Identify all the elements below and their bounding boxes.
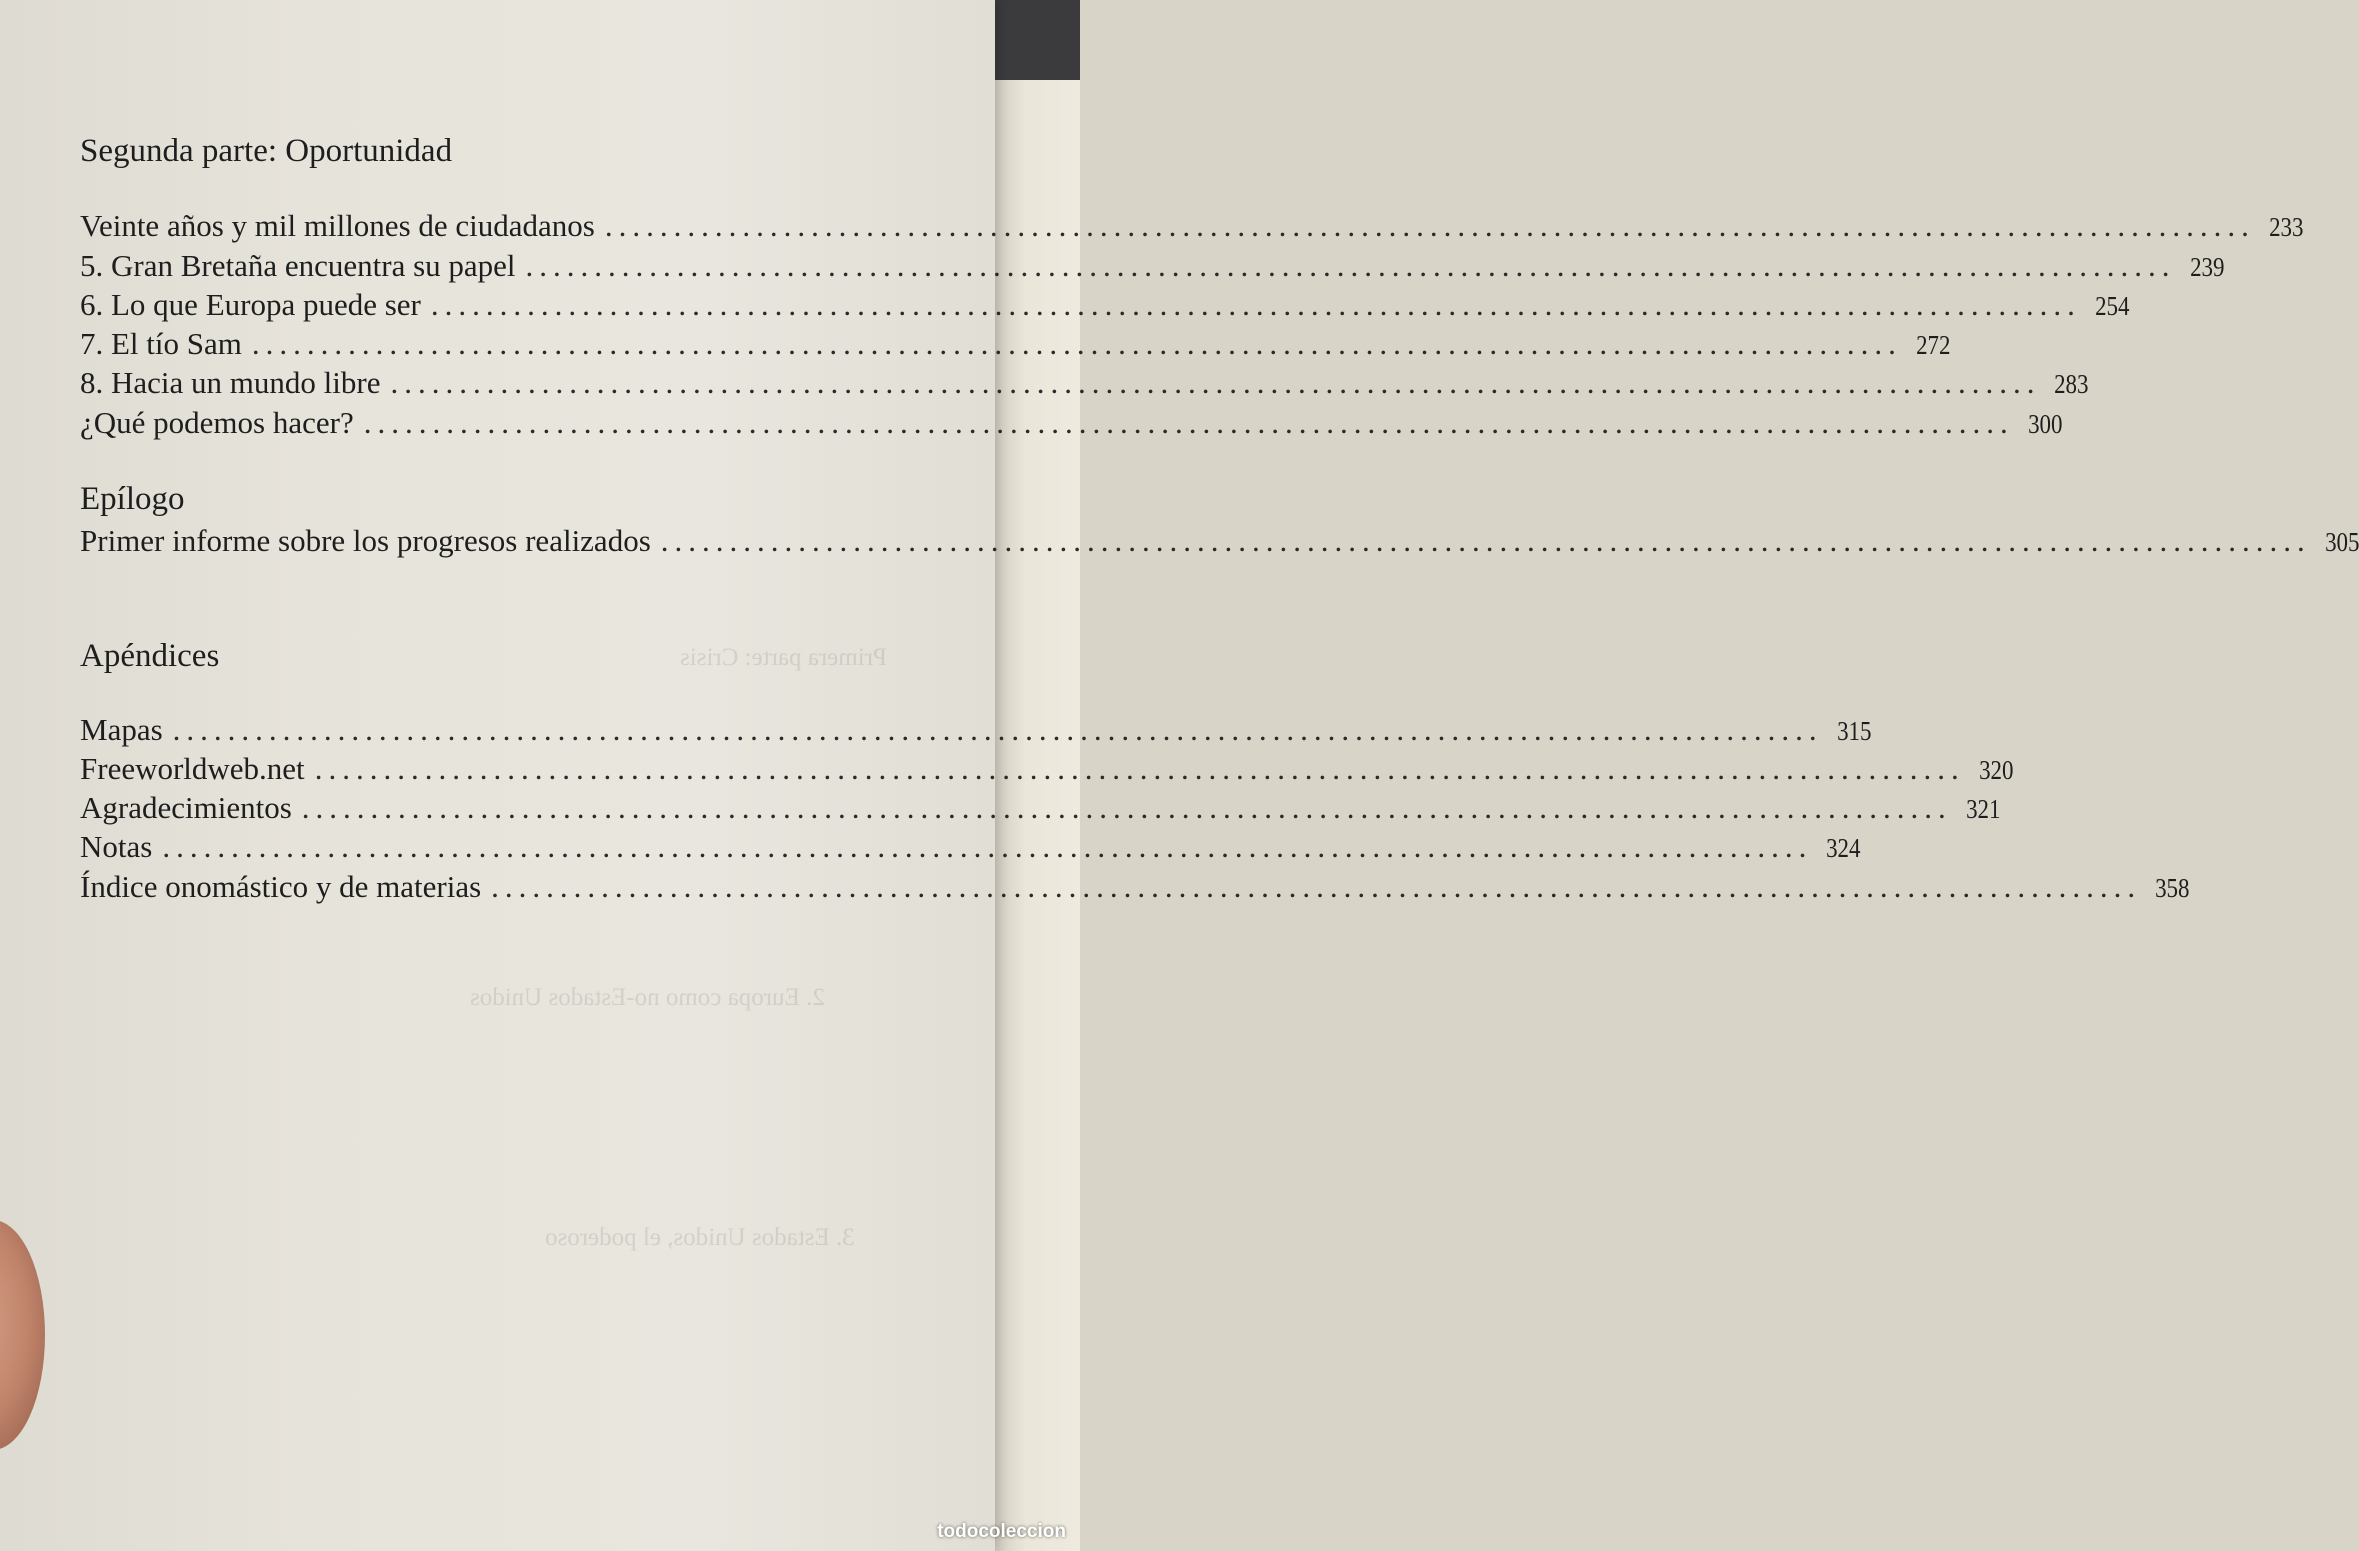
- toc-page-number: 233: [2268, 212, 2304, 242]
- bleed-through-text: 2. Europa como no-Estados Unidos: [470, 984, 825, 1011]
- toc-entry: [80, 365, 2089, 400]
- toc-entry-label: 7. El tío Sam: [80, 326, 242, 361]
- toc-entry: [80, 751, 2014, 786]
- toc-entry-label: Índice onomástico y de materias: [80, 869, 482, 904]
- toc-leader-dots: ........................................................................................................................: [390, 365, 2041, 400]
- toc-leader-dots: ........................................................................................................................: [660, 523, 2311, 558]
- toc-entry: [80, 523, 2359, 558]
- toc-page-number: 239: [2189, 252, 2225, 282]
- toc-entry: [80, 829, 1861, 864]
- toc-page-number: 300: [2027, 409, 2063, 439]
- toc-leader-dots: ........................................................................................................................: [525, 248, 2176, 283]
- toc-page-number: 283: [2054, 369, 2089, 399]
- toc-leader-dots: ........................................................................................................................: [491, 869, 2142, 904]
- toc-leader-dots: ........................................................................................................................: [314, 751, 1965, 786]
- bleed-through-text: 3. Estados Unidos, el poderoso: [545, 1224, 855, 1251]
- watermark-logo: todocoleccion: [937, 1521, 1066, 1542]
- toc-page-number: 305: [2324, 527, 2359, 557]
- toc-page-number: 254: [2094, 291, 2130, 321]
- toc-entry-label: Mapas: [80, 712, 163, 747]
- toc-entry: [80, 287, 2130, 322]
- toc-page-number: 324: [1826, 833, 1861, 863]
- toc-entry-label: ¿Qué podemos hacer?: [80, 405, 354, 440]
- toc-page-number: 272: [1915, 330, 1951, 360]
- section-title: Epílogo: [80, 481, 185, 517]
- toc-entry: [80, 208, 2304, 243]
- toc-page-number: 358: [2155, 873, 2190, 903]
- toc-page-number: 321: [1965, 794, 2001, 824]
- toc-entry-label: Freeworldweb.net: [80, 751, 305, 786]
- toc-entry: [80, 248, 2225, 283]
- toc-entry-label: 8. Hacia un mundo libre: [80, 365, 381, 400]
- toc-entry: [80, 790, 2001, 825]
- toc-entry-label: Veinte años y mil millones de ciudadanos: [80, 208, 595, 243]
- toc-entry-label: Agradecimientos: [80, 790, 292, 825]
- toc-leader-dots: ........................................................................................................................: [172, 712, 1823, 747]
- toc-entry: [80, 712, 1872, 747]
- toc-entry: [80, 869, 2190, 904]
- toc-entry-label: Notas: [80, 829, 153, 864]
- toc-leader-dots: ........................................................................................................................: [251, 326, 1902, 361]
- bleed-through-text: Primera parte: Crisis: [680, 644, 887, 671]
- toc-leader-dots: ........................................................................................................................: [430, 287, 2081, 322]
- toc-entry: [80, 326, 1951, 361]
- toc-entry: [80, 405, 2063, 440]
- toc-leader-dots: ........................................................................................................................: [162, 829, 1813, 864]
- toc-leader-dots: ........................................................................................................................: [301, 790, 1952, 825]
- toc-entry-label: 6. Lo que Europa puede ser: [80, 287, 421, 322]
- toc-leader-dots: ........................................................................................................................: [604, 208, 2255, 243]
- toc-entry-label: 5. Gran Bretaña encuentra su papel: [80, 248, 516, 283]
- toc-page-number: 320: [1978, 755, 2014, 785]
- section-title: Apéndices: [80, 638, 220, 674]
- section-title: Segunda parte: Oportunidad: [80, 133, 453, 169]
- toc-page-number: 315: [1836, 716, 1872, 746]
- toc-leader-dots: ........................................................................................................................: [363, 405, 2014, 440]
- toc-entry-label: Primer informe sobre los progresos realizados: [80, 523, 651, 558]
